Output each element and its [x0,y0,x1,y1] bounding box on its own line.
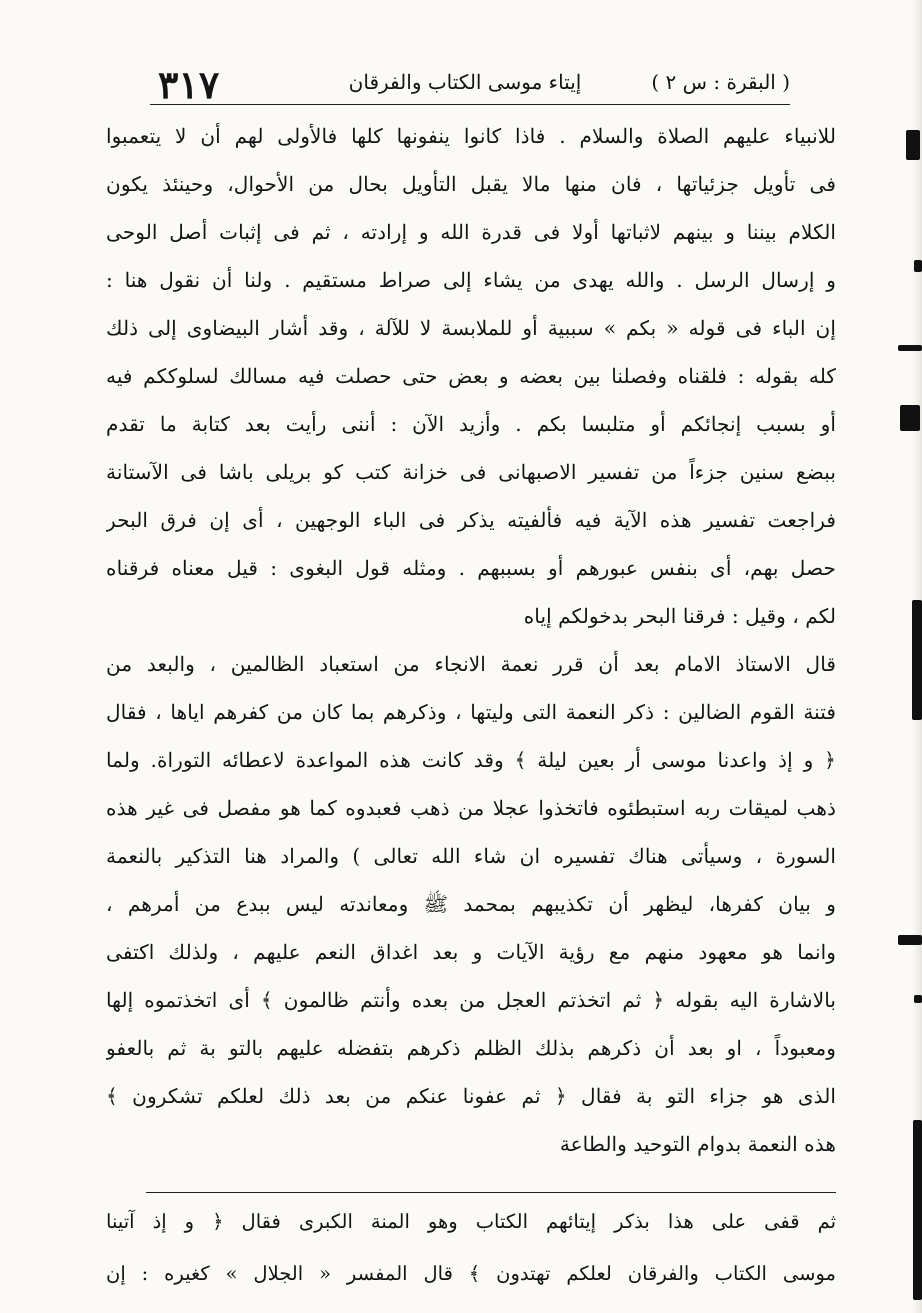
text-line: كله بقوله : فلقناه وفصلنا بين بعضه و بعض حتى حصلت فيه مسالك لسلوككم فيه [106,364,836,388]
body-text [106,112,836,1168]
text-line: فتنة القوم الضالين : ذكر النعمة التى وليتها ، وذكرهم بما كان من كفرهم اياها ، فقال [106,700,836,724]
text-line: بالاشارة اليه بقوله ﴿ ثم اتخذتم العجل من بعده وأنتم ظالمون ﴾ أى اتخذتموه إلها [106,988,836,1012]
footnote-rule [146,1192,836,1193]
scan-edge-mark [900,405,920,431]
header-rule [150,104,790,105]
scan-edge-mark [898,935,922,945]
text-line: الذى هو جزاء التو بة فقال ﴿ ثم عفونا عنكم من بعد ذلك لعلكم تشكرون ﴾ [106,1084,836,1108]
footnote-line: ثم قفى على هذا بذكر إيتائهم الكتاب وهو المنة الكبرى فقال ﴿ و إذ آتينا [106,1210,836,1233]
scan-edge-mark [912,600,922,720]
text-line: قال الاستاذ الامام بعد أن قرر نعمة الانجاء من استعباد الظالمين ، والبعد من [106,652,836,676]
text-line: لكم ، وقيل : فرقنا البحر بدخولكم إياه [523,604,836,628]
text-line: أو بسبب إنجائكم أو متلبسا بكم . وأزيد الآن : أننى رأيت بعد كتابة ما تقدم [106,412,836,436]
page-number: ٣١٧ [158,62,220,107]
footnote-line: موسى الكتاب والفرقان لعلكم تهتدون ﴾ قال المفسر « الجلال » كغيره : إن [106,1262,836,1285]
text-line: وانما هو معهود منهم مع رؤية الآيات و بعد اغداق النعم عليهم ، ولذلك اكتفى [106,940,836,964]
scan-edge-mark [913,1120,922,1300]
text-line: السورة ، وسيأتى هناك تفسيره ان شاء الله تعالى ) والمراد هنا التذكير بالنعمة [106,844,836,868]
text-line: الكلام بيننا و بينهم لاثباتها أولا فى قدرة الله و إرادته ، ثم فى إثبات أصل الوحى [106,220,836,244]
text-line: حصل بهم، أى بنفس عبورهم أو بسببهم . ومثله قول البغوى : قيل معناه فرقناه [106,556,836,580]
text-line: ومعبوداً ، او بعد أن ذكرهم بذلك الظلم ذكرهم بتفضله عليهم بالتو بة ثم بالعفو [106,1036,836,1060]
footnotes [106,1196,836,1300]
text-line: ﴿ و إذ واعدنا موسى أر بعين ليلة ﴾ وقد كانت هذه المواعدة لاعطائه التوراة. ولما [106,748,836,772]
text-line: للانبياء عليهم الصلاة والسلام . فاذا كانوا ينفونها كلها فالأولى لهم أن لا يتعمبوا [106,124,836,148]
scan-edge-mark [914,995,922,1003]
scan-edge-mark [906,130,920,160]
sura-reference: ( البقرة : س ٢ ) [651,70,790,94]
scan-edge-mark [914,260,922,272]
text-line: فى تأويل جزئياتها ، فان منها مالا يقبل التأويل بحال من الأحوال، وحينئذ يكون [106,172,836,196]
running-title: إيتاء موسى الكتاب والفرقان [348,70,582,94]
text-line: و بيان كفرها، ليظهر أن تكذيبهم بمحمد ﷺ ومعاندته ليس ببدع من أمرهم ، [106,892,836,916]
page-header [150,60,790,106]
text-line: ذهب لميقات ربه استبطئوه فاتخذوا عجلا من ذهب فعبدوه كما هو مفصل فى غير هذه [106,796,836,820]
text-line: ببضع سنين جزءاً من تفسير الاصبهانى فى خزانة كتب كو بريلى باشا فى الآستانة [106,460,836,484]
text-line: فراجعت تفسير هذه الآية فيه فألفيته يذكر فى الباء الوجهين ، أى إن فرق البحر [106,508,836,532]
text-line: هذه النعمة بدوام التوحيد والطاعة [559,1132,836,1156]
text-line: إن الباء فى قوله « بكم » سببية أو للملابسة لا للآلة ، وقد أشار البيضاوى إلى ذلك [106,316,836,340]
scan-edge-mark [898,345,922,351]
text-line: و إرسال الرسل . والله يهدى من يشاء إلى صراط مستقيم . ولنا أن نقول هنا : [106,268,836,292]
